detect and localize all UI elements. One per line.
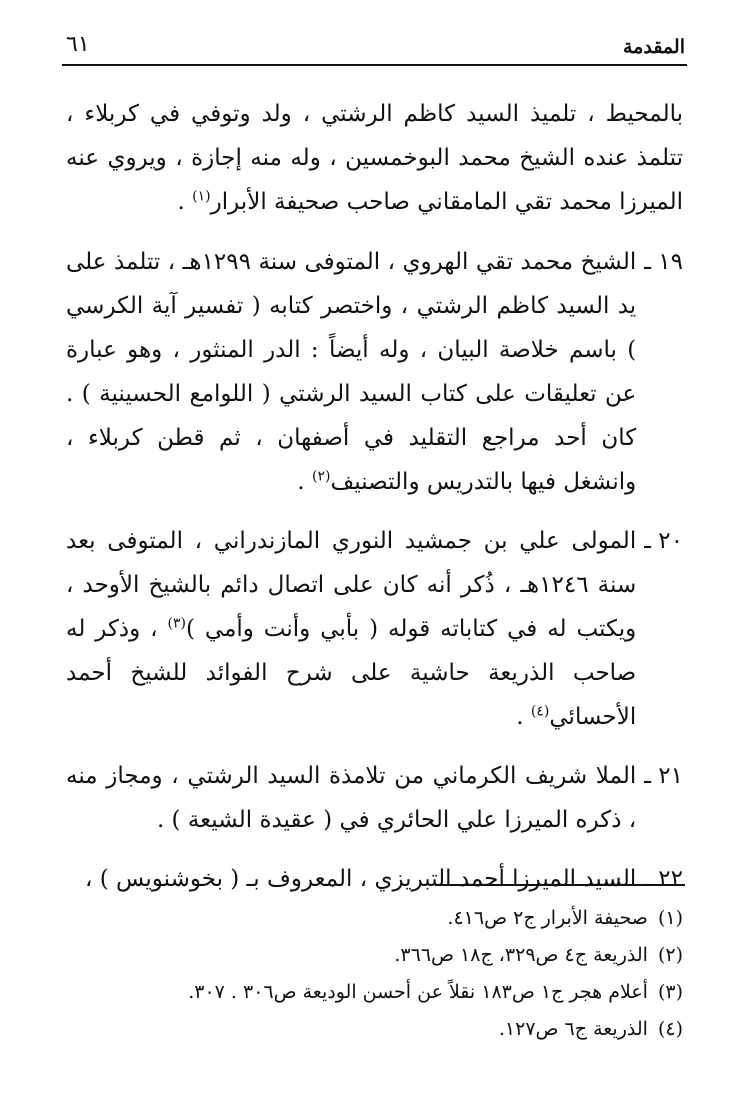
page-number: ٦١ (66, 32, 90, 57)
footnote-number: (٣) (657, 981, 683, 1003)
entry-20-end: . (516, 704, 531, 730)
footnote-number: (٢) (657, 944, 683, 966)
entry-20 (66, 519, 683, 739)
footnote-1 (66, 900, 683, 937)
footnote-ref-1[interactable]: (١) (192, 188, 211, 205)
entry-number: ٢٠ ـ (644, 528, 683, 554)
entry-21-text: الملا شريف الكرماني من تلامذة السيد الرشتي ، ومجاز منه ، ذكره الميرزا علي الحائري في ( عقيدة الشيعة ) . (66, 763, 637, 833)
footnote-text: الذريعة ج٦ ص١٢٧. (498, 1018, 648, 1040)
section-title: المقدمة (622, 36, 685, 58)
page-header (62, 30, 687, 66)
footnote-number: (٤) (657, 1018, 683, 1040)
entry-number: ١٩ ـ (644, 249, 683, 275)
footnote-text: صحيفة الأبرار ج٢ ص٤١٦. (447, 907, 648, 929)
entry-19-text: الشيخ محمد تقي الهروي ، المتوفى سنة ١٢٩٩هـ ، تتلمذ على يد السيد كاظم الرشتي ، واختصر كتابه ( تفسير آية الكرسي ) باسم خلاصة البيان ، وله أيضاً : الدر المنثور ، وهو عبارة عن تعليقات على كتاب السيد الرشتي ( اللوامع الحسينية ) . كان أحد مراجع التقليد في أصفهان ، ثم قطن كربلاء ، وانشغل فيها بالتدريس والتصنيف (66, 249, 637, 495)
intro-paragraph (66, 92, 683, 224)
footnote-2 (66, 937, 683, 974)
footnote-4 (66, 1011, 683, 1048)
entry-22-text: السيد الميرزا أحمد التبريزي ، المعروف بـ ( بخوشنويس ) ، (85, 866, 637, 892)
footnote-ref-3[interactable]: (٣) (167, 615, 186, 632)
entry-20-text-continued: ، وذكر له صاحب الذريعة حاشية على شرح الفوائد للشيخ أحمد الأحسائي (66, 616, 637, 730)
footnote-number: (١) (657, 907, 683, 929)
entry-22 (66, 857, 683, 901)
entry-text (66, 519, 636, 739)
entry-number: ٢١ ـ (644, 763, 683, 789)
footnote-text: الذريعة ج٤ ص٣٢٩، ج١٨ ص٣٦٦. (394, 944, 648, 966)
footnote-divider (435, 884, 685, 886)
entry-21 (66, 754, 683, 842)
footnotes (66, 900, 683, 1048)
entry-number: ٢٢ ـ (644, 866, 683, 892)
intro-end: . (177, 189, 193, 215)
footnote-text: أعلام هجر ج١ ص١٨٣ نقلاً عن أحسن الوديعة ص٣٠٦ . ٣٠٧. (188, 981, 648, 1003)
footnote-ref-4[interactable]: (٤) (530, 703, 550, 720)
page-body (66, 92, 683, 916)
footnote-ref-2[interactable]: (٢) (312, 468, 331, 485)
entry-20-text: المولى علي بن جمشيد النوري المازندراني ، المتوفى بعد سنة ١٢٤٦هـ ، ذُكر أنه كان على اتصال دائم بالشيخ الأوحد ، ويكتب له في كتاباته قوله ( بأبي وأنت وأمي ) (66, 528, 637, 642)
entry-text (66, 240, 636, 504)
intro-text: بالمحيط ، تلميذ السيد كاظم الرشتي ، ولد وتوفي في كربلاء ، تتلمذ عنده الشيخ محمد البوخمسين ، وله منه إجازة ، ويروي عنه الميرزا محمد تقي المامقاني صاحب صحيفة الأبرار (66, 101, 683, 215)
entry-19 (66, 240, 683, 504)
footnote-3 (66, 974, 683, 1011)
entry-19-end: . (297, 469, 312, 495)
